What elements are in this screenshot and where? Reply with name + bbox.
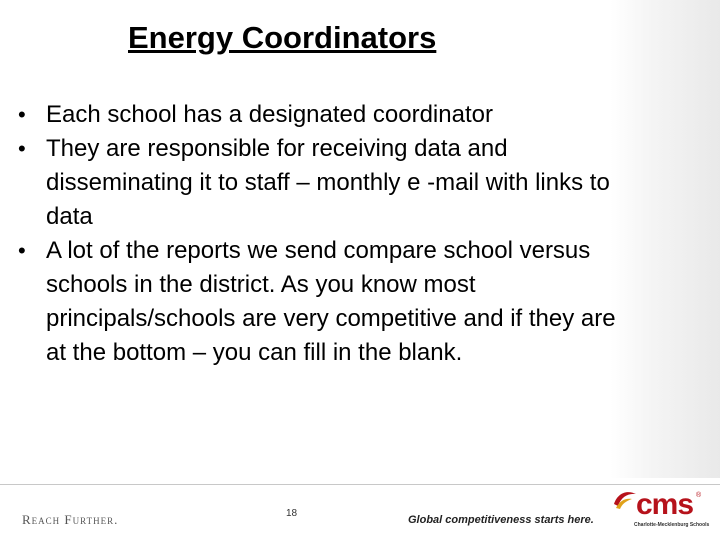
bullet-text: A lot of the reports we send compare school versus schools in the district. As you know most principals/schools are very competitive and if they are at the bottom – you can fill in the blank. <box>46 237 616 366</box>
bullet-item <box>18 98 618 132</box>
cms-logo <box>612 486 718 536</box>
bullet-text: They are responsible for receiving data and disseminating it to staff – monthly e -mail with links to data <box>46 135 610 230</box>
bullet-dot-icon: • <box>18 136 26 161</box>
page-number: 18 <box>286 508 298 519</box>
side-gradient-band <box>610 0 720 478</box>
footer-tagline: Global competitiveness starts here. <box>408 514 594 526</box>
bullet-item <box>18 132 618 234</box>
bullet-item <box>18 234 618 370</box>
bullet-text: Each school has a designated coordinator <box>46 101 493 128</box>
logo-mark: cms <box>636 488 694 521</box>
logo-subtitle: Charlotte-Mecklenburg Schools <box>634 522 710 528</box>
bullet-dot-icon: • <box>18 102 26 127</box>
registered-mark: ® <box>696 492 702 499</box>
footer-divider <box>0 484 720 485</box>
swoosh-icon <box>612 488 638 510</box>
slide-title: Energy Coordinators <box>128 20 437 55</box>
bullet-dot-icon: • <box>18 238 26 263</box>
footer-motto: Reach Further. <box>22 512 119 527</box>
bullet-list <box>18 98 618 370</box>
